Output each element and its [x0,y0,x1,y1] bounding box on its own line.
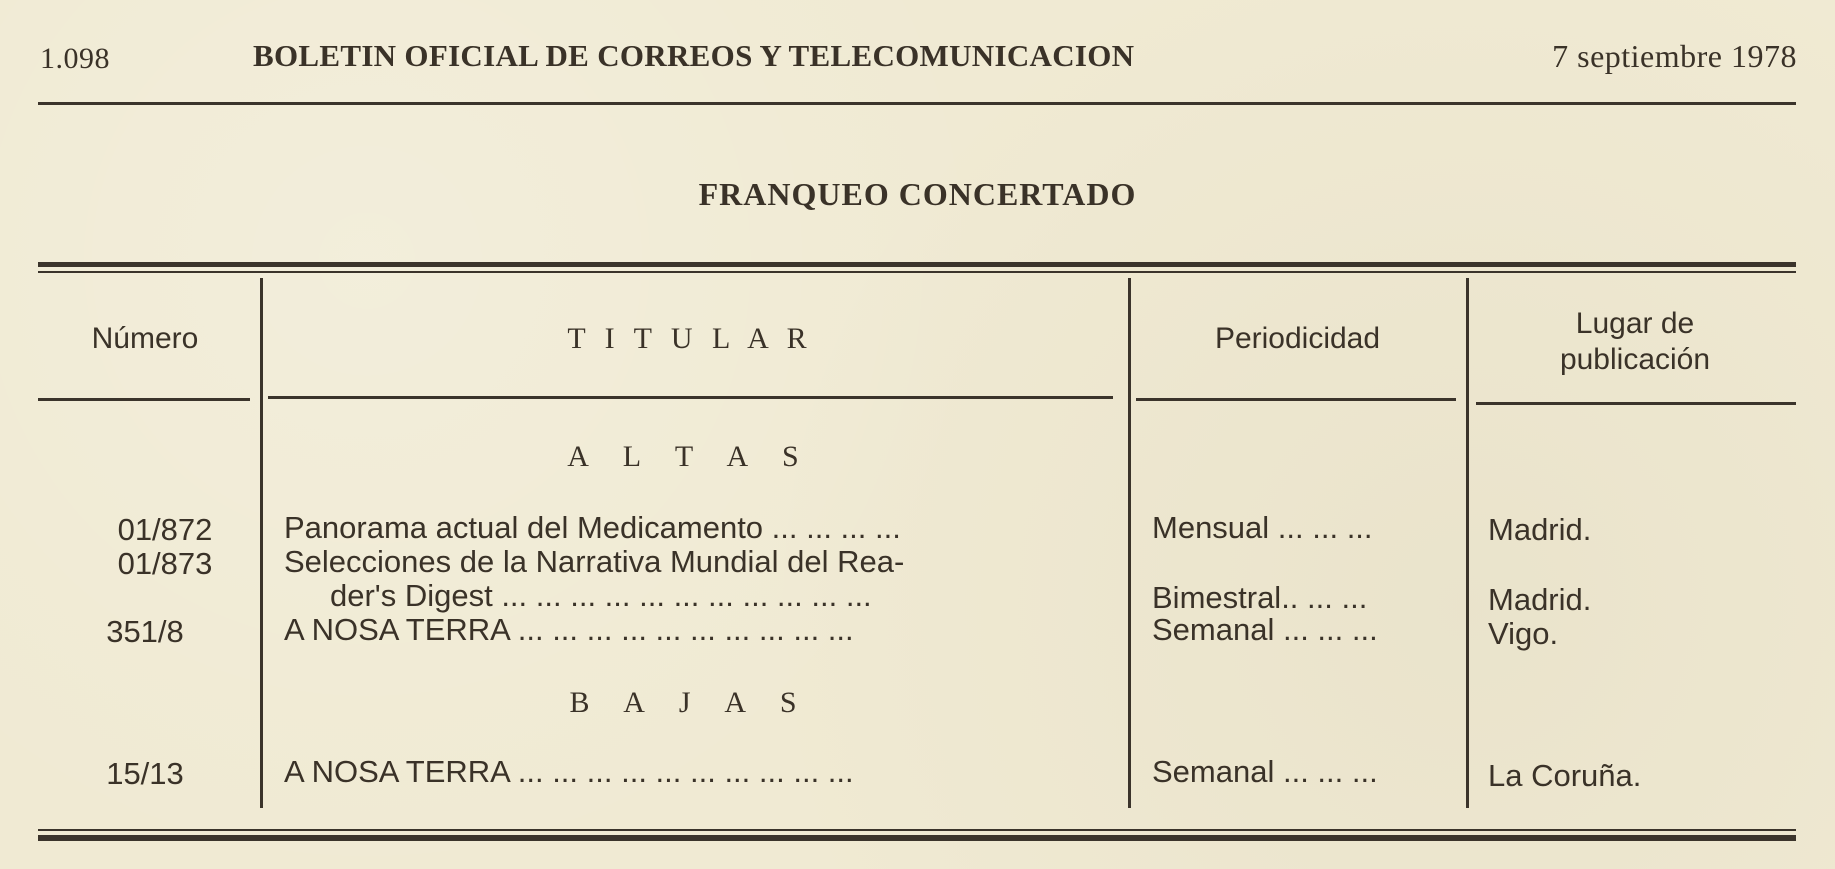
row-numero: 01/872 [117,512,213,547]
header-rule [38,102,1796,105]
row-numero: 01/873 [117,546,213,581]
row-lugar: Madrid. [1488,582,1592,617]
group-label-bajas: B A J A S [569,686,811,719]
row-numero: 351/8 [106,614,184,649]
column-header-periodicidad: Periodicidad [1214,322,1381,355]
table-top-rule [38,262,1796,267]
table-bottom-rule-thick [38,835,1796,841]
column-header-lugar-line2: publicación [1559,343,1711,376]
column-header-titular: T I T U L A R [567,322,813,355]
column-header-numero: Número [91,322,199,355]
row-periodicidad: Semanal ... ... ... [1152,754,1378,789]
row-periodicidad: Mensual ... ... ... [1152,510,1373,545]
page-number: 1.098 [40,42,110,75]
row-titular-line1: Selecciones de la Narrativa Mundial del Rea- [284,544,905,579]
header-underline [1136,398,1456,401]
row-lugar: La Coruña. [1488,758,1642,793]
column-header-lugar [1475,306,1795,378]
header-underline [38,398,250,401]
row-periodicidad: Bimestral.. ... ... [1152,580,1368,615]
row-titular-line2: der's Digest ... ... ... ... ... ... ... ... ... ... ... [330,578,872,613]
column-divider [1128,278,1131,808]
column-divider [260,278,263,808]
publication-title: BOLETIN OFICIAL DE CORREOS Y TELECOMUNICACION [253,38,1135,73]
row-titular: Panorama actual del Medicamento ... ... ... ... [284,510,901,545]
row-periodicidad: Semanal ... ... ... [1152,612,1378,647]
header-underline [1476,402,1796,405]
row-lugar: Vigo. [1488,616,1559,651]
publication-date: 7 septiembre 1978 [1552,38,1797,74]
table-top-rule-thin [38,271,1796,273]
row-lugar: Madrid. [1488,512,1592,547]
group-label-altas: A L T A S [567,440,813,473]
column-divider [1466,278,1469,808]
row-titular: A NOSA TERRA ... ... ... ... ... ... ... ... ... ... [284,754,854,789]
header-underline [268,396,1113,399]
section-title: FRANQUEO CONCERTADO [698,176,1137,212]
row-numero: 15/13 [106,756,184,791]
table-bottom-rule [38,829,1796,831]
column-header-lugar-line1: Lugar de [1575,307,1695,340]
row-titular: A NOSA TERRA ... ... ... ... ... ... ... ... ... ... [284,612,854,647]
